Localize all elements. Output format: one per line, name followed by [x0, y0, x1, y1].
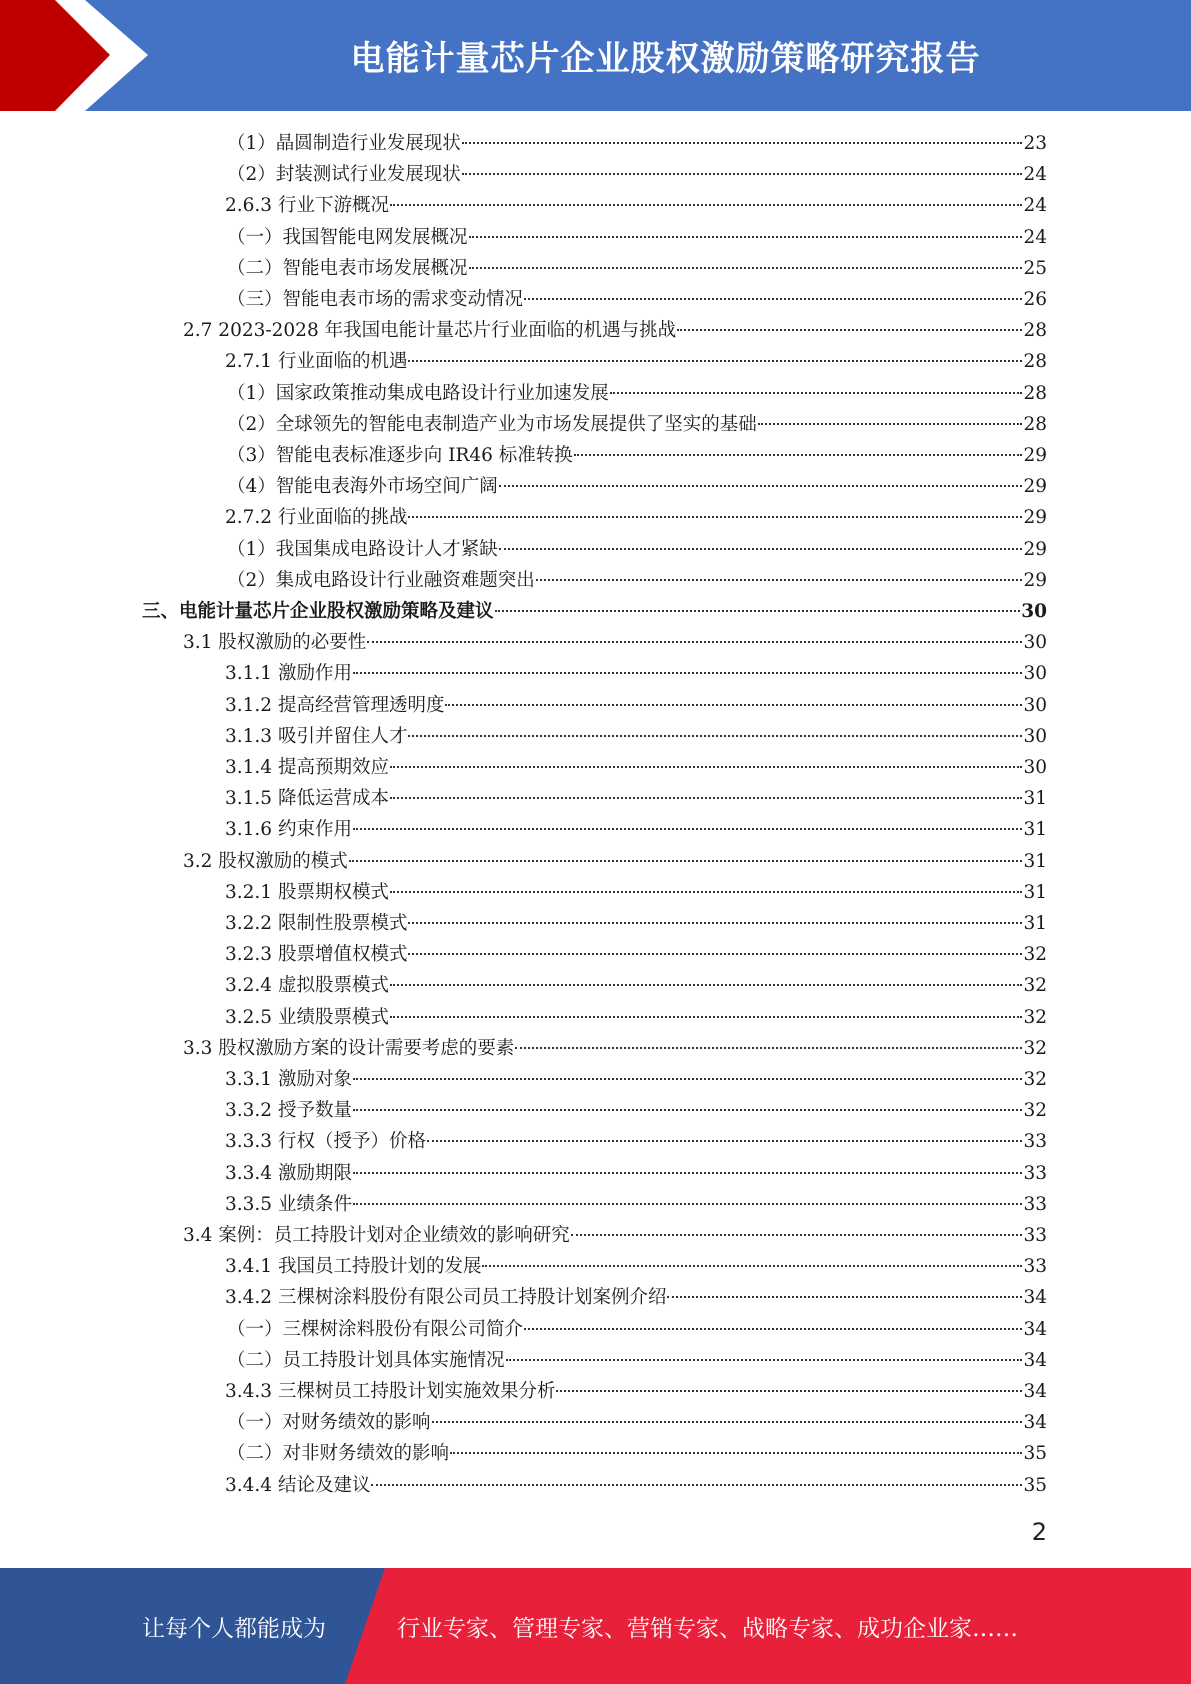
footer-slogan-right: 行业专家、管理专家、营销专家、战略专家、成功企业家……: [397, 1615, 1018, 1642]
toc-entry-page: 32: [1023, 1100, 1047, 1122]
toc-entry-page: 28: [1023, 413, 1047, 435]
toc-entry-page: 31: [1023, 788, 1047, 810]
toc-dot-leader: [353, 828, 1023, 830]
footer-slogan-left: 让每个人都能成为: [142, 1615, 326, 1642]
toc-entry-title: 3.4.4 结论及建议: [225, 1474, 371, 1496]
toc-entry[interactable]: [225, 970, 1047, 1001]
toc-entry[interactable]: [225, 1189, 1047, 1220]
toc-entry-title: （3）智能电表标准逐步向 IR46 标准转换: [227, 445, 573, 466]
toc-entry-page: 33: [1023, 1225, 1047, 1246]
toc-entry-page: 24: [1023, 226, 1047, 248]
toc-dot-leader: [408, 360, 1022, 362]
toc-entry-page: 32: [1023, 975, 1047, 997]
toc-entry[interactable]: [225, 690, 1047, 721]
toc-entry[interactable]: [225, 814, 1047, 845]
toc-entry-title: 2.7.1 行业面临的机遇: [225, 351, 408, 373]
toc-entry-page: 30: [1023, 757, 1047, 778]
toc-dot-leader: [515, 1047, 1022, 1049]
page-header: [0, 0, 1191, 111]
toc-entry[interactable]: [225, 1158, 1047, 1189]
toc-entry-title: 三、电能计量芯片企业股权激励策略及建议: [142, 601, 494, 622]
toc-entry-page: 35: [1023, 1443, 1047, 1465]
toc-entry-title: 3.4.2 三棵树涂料股份有限公司员工持股计划案例介绍: [225, 1287, 667, 1309]
toc-entry-page: 30: [1023, 663, 1047, 685]
toc-entry[interactable]: [225, 877, 1047, 908]
toc-dot-leader: [758, 423, 1023, 425]
toc-dot-leader: [371, 1484, 1022, 1486]
toc-entry-title: （一）我国智能电网发展概况: [227, 226, 468, 248]
toc-dot-leader: [353, 1203, 1023, 1205]
toc-dot-leader: [390, 797, 1022, 799]
toc-entry[interactable]: [227, 471, 1047, 502]
toc-entry-title: （2）全球领先的智能电表制造产业为市场发展提供了坚实的基础: [227, 413, 757, 435]
toc-entry[interactable]: [225, 1126, 1047, 1157]
toc-entry-page: 29: [1023, 476, 1047, 498]
toc-entry-title: 3.1.6 约束作用: [225, 819, 352, 841]
toc-entry-page: 28: [1023, 351, 1047, 373]
toc-entry[interactable]: [183, 1220, 1047, 1251]
toc-dot-leader: [390, 984, 1022, 986]
toc-dot-leader: [667, 1296, 1022, 1298]
toc-entry-title: 3.2.2 限制性股票模式: [225, 913, 408, 934]
toc-dot-leader: [524, 298, 1022, 300]
toc-dot-leader: [506, 1359, 1023, 1361]
toc-entry-page: 35: [1023, 1474, 1047, 1496]
toc-entry-title: 3.1.3 吸引并留住人才: [225, 725, 408, 747]
toc-entry-title: 3.3.3 行权（授予）价格: [225, 1131, 426, 1153]
toc-entry-title: 2.7 2023-2028 年我国电能计量芯片行业面临的机遇与挑战: [183, 320, 677, 342]
toc-entry-page: 33: [1023, 1131, 1047, 1153]
toc-entry[interactable]: [225, 783, 1047, 814]
toc-entry-page: 32: [1023, 1069, 1047, 1090]
toc-entry[interactable]: [225, 1282, 1047, 1313]
toc-entry-page: 29: [1023, 507, 1047, 529]
toc-entry-page: 34: [1023, 1412, 1047, 1434]
toc-dot-leader: [495, 610, 1021, 612]
toc-entry[interactable]: [183, 1033, 1047, 1064]
toc-entry-title: （一）三棵树涂料股份有限公司简介: [227, 1318, 524, 1340]
toc-entry[interactable]: [227, 253, 1047, 284]
toc-entry-title: 3.1.2 提高经营管理透明度: [225, 694, 445, 716]
toc-entry-title: （2）封装测试行业发展现状: [227, 164, 461, 186]
toc-entry-title: 3.2.1 股票期权模式: [225, 881, 389, 903]
toc-dot-leader: [499, 548, 1023, 550]
toc-entry[interactable]: [227, 409, 1047, 440]
toc-dot-leader: [677, 329, 1022, 331]
toc-entry[interactable]: [227, 565, 1047, 596]
toc-dot-leader: [462, 142, 1023, 144]
toc-entry-title: 3.4 案例：员工持股计划对企业绩效的影响研究: [183, 1225, 570, 1246]
toc-entry-title: 3.3.2 授予数量: [225, 1100, 352, 1122]
toc-entry-title: 2.6.3 行业下游概况: [225, 195, 389, 217]
toc-entry-title: 3.2.3 股票增值权模式: [225, 944, 408, 966]
toc-entry-page: 23: [1023, 133, 1047, 154]
toc-entry-page: 29: [1023, 569, 1047, 591]
page-number: 2: [1031, 1518, 1047, 1546]
toc-dot-leader: [469, 236, 1023, 238]
toc-entry-page: 24: [1023, 195, 1047, 217]
toc-entry[interactable]: [225, 1095, 1047, 1126]
toc-entry[interactable]: [225, 1064, 1047, 1095]
toc-dot-leader: [353, 672, 1023, 674]
toc-entry-page: 30: [1021, 601, 1047, 622]
toc-entry-title: 3.2.5 业绩股票模式: [225, 1006, 389, 1028]
toc-entry-page: 31: [1023, 913, 1047, 934]
toc-dot-leader: [462, 173, 1023, 175]
toc-dot-leader: [353, 1172, 1023, 1174]
toc-entry-page: 33: [1023, 1256, 1047, 1278]
toc-entry-title: （2）集成电路设计行业融资难题突出: [227, 569, 535, 591]
toc-entry[interactable]: [225, 939, 1047, 970]
toc-dot-leader: [390, 766, 1022, 768]
toc-dot-leader: [574, 454, 1023, 456]
toc-entry-page: 34: [1023, 1318, 1047, 1340]
toc-entry-title: （1）国家政策推动集成电路设计行业加速发展: [227, 382, 609, 404]
toc-entry[interactable]: [227, 284, 1047, 315]
toc-entry-page: 28: [1023, 320, 1047, 342]
toc-dot-leader: [367, 641, 1022, 643]
toc-entry-title: （4）智能电表海外市场空间广阔: [227, 476, 498, 498]
toc-entry[interactable]: [225, 1002, 1047, 1033]
toc-entry[interactable]: [225, 1251, 1047, 1282]
toc-entry-title: 3.2.4 虚拟股票模式: [225, 975, 389, 997]
toc-entry[interactable]: [227, 1314, 1047, 1345]
toc-entry-page: 28: [1023, 382, 1047, 404]
toc-entry-title: 3.4.1 我国员工持股计划的发展: [225, 1256, 482, 1278]
toc-entry-title: （三）智能电表市场的需求变动情况: [227, 289, 524, 310]
toc-dot-leader: [469, 267, 1023, 269]
toc-dot-leader: [524, 1328, 1022, 1330]
toc-entry-page: 26: [1023, 289, 1047, 310]
toc-entry-page: 32: [1023, 944, 1047, 966]
toc-dot-leader: [408, 953, 1022, 955]
toc-entry-page: 33: [1023, 1193, 1047, 1215]
toc-dot-leader: [353, 1078, 1023, 1080]
toc-entry-page: 31: [1023, 819, 1047, 841]
toc-entry[interactable]: [225, 346, 1047, 377]
toc-dot-leader: [450, 1452, 1022, 1454]
toc-entry-title: （1）晶圆制造行业发展现状: [227, 133, 461, 154]
toc-entry-title: 3.3 股权激励方案的设计需要考虑的要素: [183, 1037, 515, 1059]
toc-entry[interactable]: [225, 908, 1047, 939]
header-arrow-decoration: [0, 0, 160, 111]
toc-dot-leader: [610, 392, 1023, 394]
toc-entry-page: 31: [1023, 881, 1047, 903]
toc-entry-title: 3.3.4 激励期限: [225, 1162, 352, 1184]
toc-entry-page: 30: [1023, 632, 1047, 654]
toc-entry-title: 3.1 股权激励的必要性: [183, 632, 367, 654]
toc-dot-leader: [353, 1109, 1023, 1111]
toc-entry[interactable]: [227, 159, 1047, 190]
toc-entry-title: 3.4.3 三棵树员工持股计划实施效果分析: [225, 1381, 556, 1402]
toc-entry-page: 29: [1023, 445, 1047, 466]
toc-entry[interactable]: [183, 627, 1047, 658]
toc-entry-title: （一）对财务绩效的影响: [227, 1412, 431, 1434]
toc-dot-leader: [349, 860, 1023, 862]
toc-entry-page: 29: [1023, 538, 1047, 560]
toc-entry[interactable]: [227, 1438, 1047, 1469]
toc-entry[interactable]: [225, 502, 1047, 533]
toc-dot-leader: [427, 1140, 1022, 1142]
toc-entry-title: （二）智能电表市场发展概况: [227, 257, 468, 279]
toc-dot-leader: [390, 204, 1022, 206]
toc-entry-title: 3.1.5 降低运营成本: [225, 788, 389, 810]
report-title: 电能计量芯片企业股权激励策略研究报告: [350, 39, 981, 79]
toc-entry[interactable]: [225, 190, 1047, 221]
toc-entry[interactable]: [227, 1407, 1047, 1438]
toc-entry-page: 30: [1023, 725, 1047, 747]
toc-entry-title: 2.7.2 行业面临的挑战: [225, 507, 408, 529]
toc-entry-page: 31: [1023, 850, 1047, 872]
toc-dot-leader: [536, 579, 1023, 581]
toc-entry[interactable]: [183, 846, 1047, 877]
page-footer: [0, 1568, 1191, 1684]
toc-dot-leader: [556, 1390, 1022, 1392]
toc-entry-page: 34: [1023, 1381, 1047, 1402]
toc-entry-page: 33: [1023, 1162, 1047, 1184]
toc-entry[interactable]: [142, 596, 1047, 627]
toc-dot-leader: [482, 1265, 1022, 1267]
toc-dot-leader: [445, 704, 1022, 706]
toc-entry[interactable]: [183, 315, 1047, 346]
toc-entry[interactable]: [225, 1470, 1047, 1501]
toc-entry[interactable]: [227, 440, 1047, 471]
toc-entry-page: 34: [1023, 1349, 1047, 1371]
toc-dot-leader: [390, 1016, 1022, 1018]
toc-entry[interactable]: [227, 378, 1047, 409]
toc-dot-leader: [390, 891, 1022, 893]
toc-entry-title: 3.1.1 激励作用: [225, 663, 352, 685]
toc-entry-page: 32: [1023, 1037, 1047, 1059]
toc-entry-title: 3.2 股权激励的模式: [183, 850, 348, 872]
toc-entry-title: （二）对非财务绩效的影响: [227, 1443, 450, 1465]
toc-entry-page: 30: [1023, 694, 1047, 716]
toc-dot-leader: [408, 922, 1022, 924]
toc-entry-title: （二）员工持股计划具体实施情况: [227, 1349, 505, 1371]
toc-dot-leader: [571, 1234, 1023, 1236]
toc-entry-title: （1）我国集成电路设计人才紧缺: [227, 538, 498, 560]
toc-entry-page: 34: [1023, 1287, 1047, 1309]
toc-entry[interactable]: [227, 128, 1047, 159]
toc-dot-leader: [432, 1421, 1023, 1423]
toc-entry[interactable]: [225, 721, 1047, 752]
toc-entry[interactable]: [227, 534, 1047, 565]
toc-entry[interactable]: [227, 222, 1047, 253]
toc-entry-page: 24: [1023, 164, 1047, 186]
toc-entry-page: 25: [1023, 257, 1047, 279]
toc-dot-leader: [408, 735, 1022, 737]
toc-entry[interactable]: [227, 1345, 1047, 1376]
toc-entry-page: 32: [1023, 1006, 1047, 1028]
toc-dot-leader: [408, 516, 1022, 518]
toc-entry-title: 3.1.4 提高预期效应: [225, 757, 389, 778]
toc-entry[interactable]: [225, 1376, 1047, 1407]
toc-entry-title: 3.3.5 业绩条件: [225, 1193, 352, 1215]
toc-entry-title: 3.3.1 激励对象: [225, 1069, 352, 1090]
toc-dot-leader: [499, 485, 1023, 487]
toc-entry[interactable]: [225, 658, 1047, 689]
toc-entry[interactable]: [225, 752, 1047, 783]
